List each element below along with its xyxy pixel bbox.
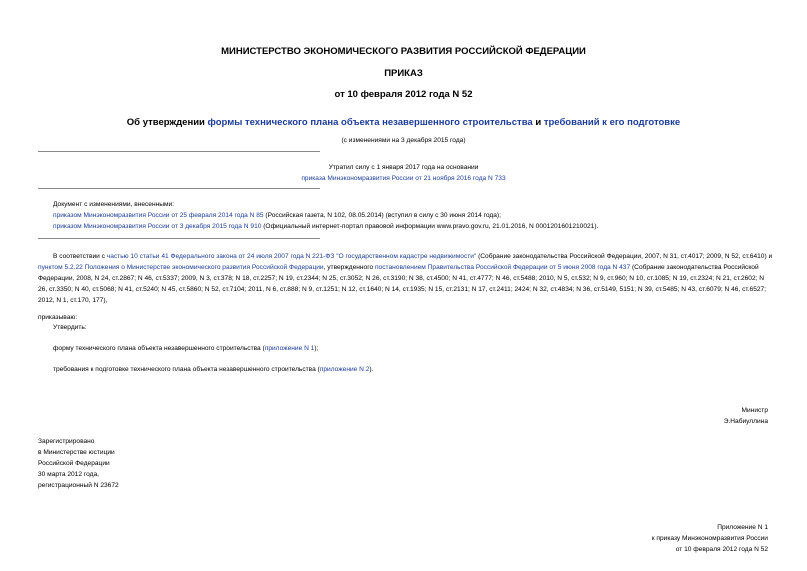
document-title [0,117,807,128]
appendix-heading: Приложение N 1 [717,524,768,531]
order-verb: приказываю: [38,314,78,321]
divider [38,188,320,189]
appendix-order-ref: к приказу Минэкономразвития России [651,535,768,542]
document-type: ПРИКАЗ [384,68,423,79]
registration-line: 30 марта 2012 года, [38,471,99,478]
document-date: от 10 февраля 2012 года N 52 [334,89,473,100]
appendix-2-link[interactable]: приложение N 2 [319,366,370,373]
approve-label: Утвердить: [53,324,87,331]
registration-line: в Министерстве юстиции [38,449,115,456]
order-item-2 [53,364,373,375]
signer-position: Министр [741,407,768,414]
preamble-text: (Собрание законодательства Российской Федерации, 2007, N 31, ст.4017; 2009, N 52, ст.6410) и [476,253,773,260]
changes-item-2-link[interactable]: приказом Минэкономразвития России от 3 декабря 2015 года N 910 [53,223,262,230]
appendix-1-link[interactable]: приложение N 1 [264,345,315,352]
edition-note: (с изменениями на 3 декабря 2015 года) [341,137,466,144]
changes-heading: Документ с изменениями, внесенными: [53,201,175,208]
changes-item-1-text: (Российская газета, N 102, 08.05.2014) (вступил в силу с 30 июня 2014 года); [263,212,501,219]
expiry-link[interactable]: приказа Минэкономразвития России от 21 ноября 2016 года N 733 [301,175,506,182]
registration-line: регистрационный N 23672 [38,482,119,489]
ministry-name: МИНИСТЕРСТВО ЭКОНОМИЧЕСКОГО РАЗВИТИЯ РОССИЙСКОЙ ФЕДЕРАЦИИ [221,46,586,57]
divider [38,151,320,152]
government-decree-link[interactable]: постановлением Правительства Российской Федерации от 5 июня 2008 года N 437 [374,264,631,271]
appendix-date: от 10 февраля 2012 года N 52 [675,546,768,553]
order-item-1-text: форму технического плана объекта незавершенного строительства ( [53,345,265,352]
registration-line: Российской Федерации [38,460,110,467]
law-link[interactable]: частью 10 статьи 41 Федерального закона от 24 июля 2007 года N 221-ФЗ "О государственном кадастре недвижимости" [106,253,477,260]
preamble-text: , утвержденного [323,264,375,271]
title-mid: и [532,117,544,128]
title-link-form[interactable]: формы технического плана объекта незавершенного строительства [207,117,533,128]
title-link-requirements[interactable]: требований к его подготовке [543,117,681,128]
changes-item-1 [53,210,501,221]
changes-item-2-text: (Официальный интернет-портал правовой информации www.pravo.gov.ru, 21.01.2016, N 0001201601210021). [261,223,599,230]
title-prefix: Об утверждении [126,117,208,128]
signer-name: Э.Набиуллина [723,418,768,425]
order-item-1 [53,343,318,354]
preamble-paragraph [38,251,773,306]
preamble-text: В соответствии с [53,253,107,260]
changes-item-1-link[interactable]: приказом Минэкономразвития России от 25 февраля 2014 года N 85 [53,212,264,219]
expiry-note: Утратил силу с 1 января 2017 года на основании [328,164,479,171]
expiry-link-row [0,173,807,184]
preamble-text: (Собрание законодательства Российской Федерации, 2008, N 24, ст.2867; N 46, ст.5337; 2009, N 3, ст.378; N 18, ст.2257; N 19, ст.2344; N 25, ст.3052; N 26, ст.3190; N 38, ст.4500; N 41, ст.4777; N 46, ст.5488; 2010, N 5, ст.532; N 9, ст.960; N 10, ст.1085; N 19, ст.2324; N 21, ст.2602; N 26, ст.3350; N 40, ст.5068; N 41, ст.5240; N 45, ст.5860; N 52, ст.7104; 2011, N 6, ст.888; N 9, ст.1251; N 12, ст.1640; N 14, ст.1935; N 15, ст.2131; N 17, ст.2411; 2424; N 32, ст.4834; N 36, ст.5149, 5151; N 39, ст.5485; N 43, ст.6079; N 46, ст.6527; 2012, N 1, ст.170, 177), [38,264,767,304]
regulation-link[interactable]: пунктом 5.2.22 Положения о Министерстве экономического развития Российской Федерации [38,264,324,271]
order-item-2-text: требования к подготовке технического плана объекта незавершенного строительства ( [53,366,320,373]
order-item-1-end: ); [314,345,319,352]
changes-item-2 [53,221,598,232]
divider [38,238,320,239]
order-item-2-end: ). [369,366,374,373]
registration-line: Зарегистрировано [38,438,95,445]
